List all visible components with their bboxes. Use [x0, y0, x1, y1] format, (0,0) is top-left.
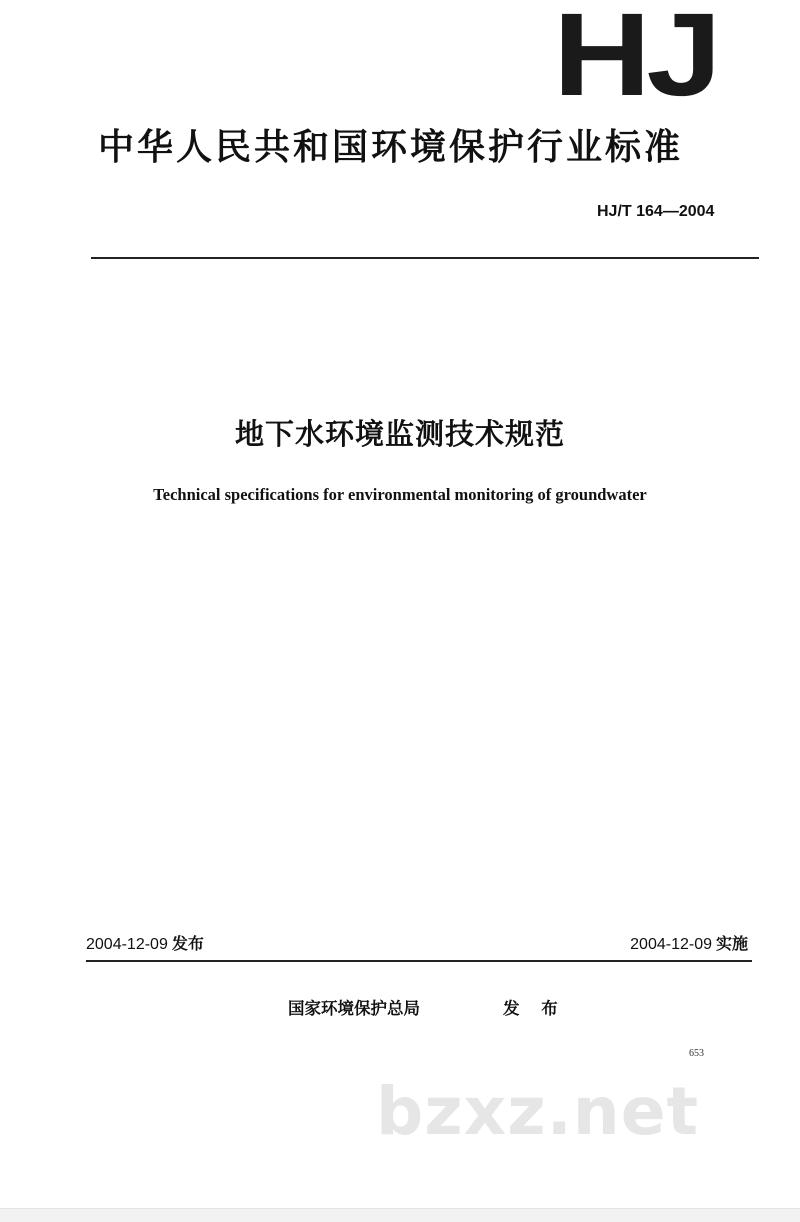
- hj-logo: HJ: [553, 0, 718, 121]
- standard-code: HJ/T 164—2004: [597, 203, 715, 220]
- viewer-bottom-edge: [0, 1208, 800, 1222]
- issue-date-value: 2004-12-09: [86, 936, 168, 953]
- page-number: 653: [689, 1048, 704, 1059]
- implementation-date: [630, 934, 748, 955]
- issuing-authority-title: 中华人民共和国环境保护行业标准: [98, 127, 684, 168]
- top-divider: [91, 257, 759, 259]
- implementation-date-value: 2004-12-09: [630, 936, 712, 953]
- publish-label: 发 布: [503, 999, 566, 1018]
- issue-date-label: 发布: [171, 934, 204, 953]
- document-title-english: Technical specifications for environmental monitoring of groundwater: [153, 485, 647, 504]
- document-title-chinese: 地下水环境监测技术规范: [234, 417, 565, 451]
- publisher-name: 国家环境保护总局: [288, 999, 420, 1018]
- site-watermark: bzxz.net: [376, 1073, 700, 1150]
- implementation-date-label: 实施: [715, 934, 748, 953]
- issue-date: [86, 934, 204, 955]
- bottom-divider: [86, 960, 752, 962]
